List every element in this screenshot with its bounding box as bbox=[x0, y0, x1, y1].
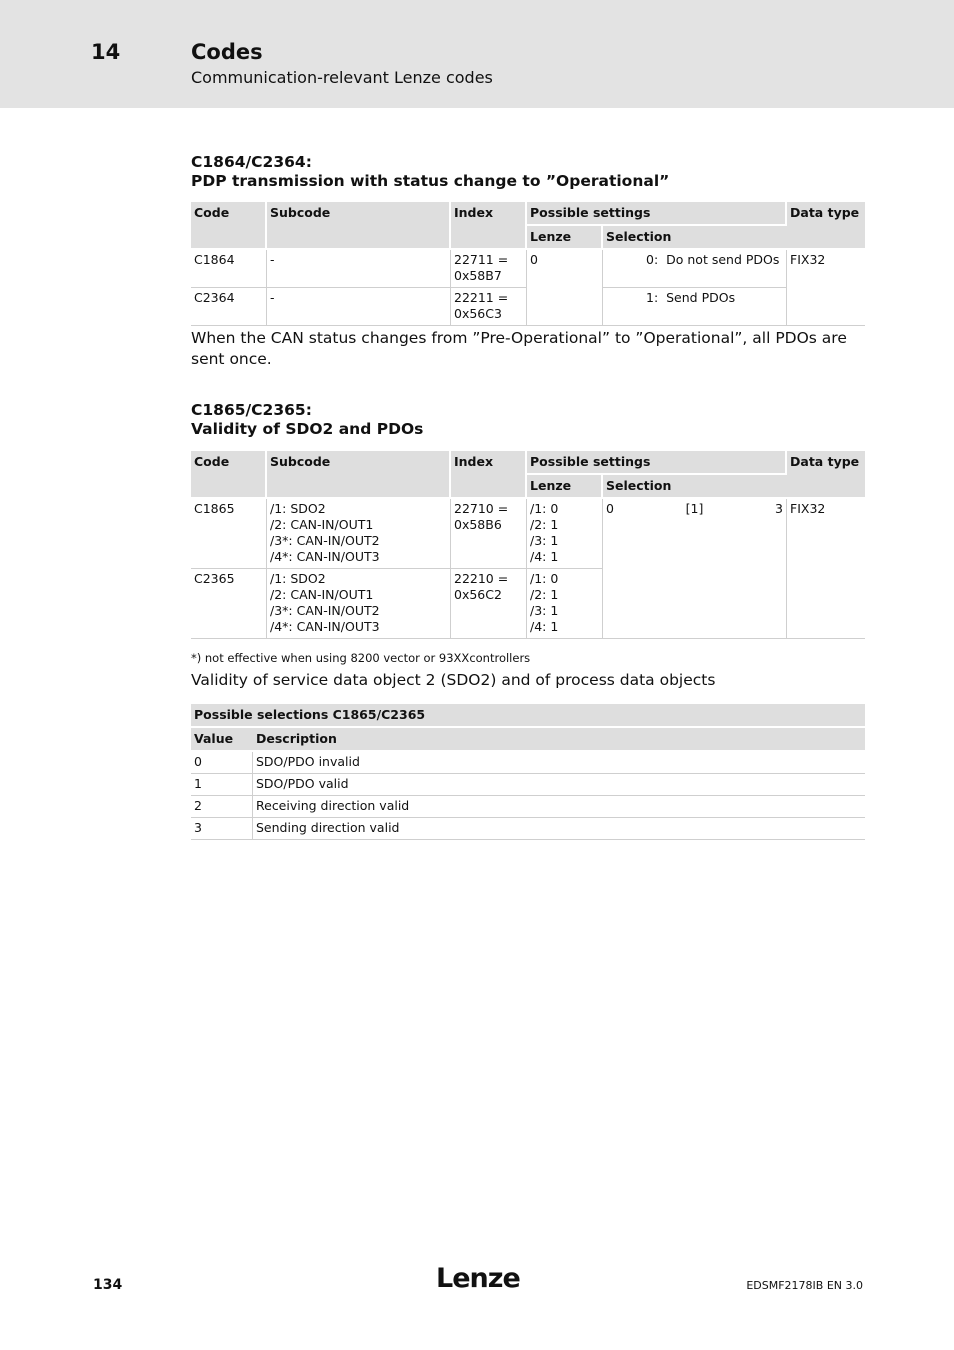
footnote: *) not effective when using 8200 vector or 93XXcontrollers bbox=[191, 651, 531, 665]
subcode-item: /3*: CAN-IN/OUT2 bbox=[270, 533, 380, 548]
section2-title bbox=[191, 401, 423, 439]
table-row bbox=[191, 818, 865, 840]
subcode-item: /4*: CAN-IN/OUT3 bbox=[270, 549, 380, 564]
section1-title-line1: C1864/C2364: bbox=[191, 153, 312, 171]
cell-index bbox=[451, 250, 527, 288]
col-possible-settings: Possible settings bbox=[527, 202, 787, 226]
cell-subcode bbox=[267, 499, 451, 569]
subcode-item: /1: SDO2 bbox=[270, 501, 326, 516]
document-id: EDSMF2178IB EN 3.0 bbox=[746, 1279, 863, 1292]
section1-title-line2: PDP transmission with status change to ”Operational” bbox=[191, 172, 670, 190]
cell-description: SDO/PDO invalid bbox=[253, 752, 865, 774]
selection-text: Do not send PDOs bbox=[666, 252, 780, 267]
chapter-subtitle: Communication-relevant Lenze codes bbox=[191, 68, 493, 87]
col-index: Index bbox=[451, 451, 527, 499]
cell-index bbox=[451, 569, 527, 639]
cell-value: 2 bbox=[191, 796, 253, 818]
table-c1865 bbox=[191, 451, 865, 639]
selection-max: 3 bbox=[775, 501, 783, 516]
selection-text: Send PDOs bbox=[666, 290, 736, 305]
cell-code: C1865 bbox=[191, 499, 267, 569]
col-code: Code bbox=[191, 451, 267, 499]
cell-code: C2364 bbox=[191, 288, 267, 326]
cell-value: 0 bbox=[191, 752, 253, 774]
section2-title-line2: Validity of SDO2 and PDOs bbox=[191, 420, 424, 438]
cell-description: Sending direction valid bbox=[253, 818, 865, 840]
table-row bbox=[191, 499, 865, 569]
page-header bbox=[0, 0, 954, 108]
lenze-item: /4: 1 bbox=[530, 619, 559, 634]
index-hex: 0x56C3 bbox=[454, 306, 502, 321]
index-dec: 22710 = bbox=[454, 501, 509, 516]
col-lenze: Lenze bbox=[527, 226, 603, 250]
index-dec: 22210 = bbox=[454, 571, 509, 586]
col-selection: Selection bbox=[603, 475, 787, 499]
cell-description: Receiving direction valid bbox=[253, 796, 865, 818]
table-row bbox=[191, 752, 865, 774]
subcode-item: /3*: CAN-IN/OUT2 bbox=[270, 603, 380, 618]
col-possible-settings: Possible settings bbox=[527, 451, 787, 475]
index-dec: 22211 = bbox=[454, 290, 509, 305]
lenze-item: /4: 1 bbox=[530, 549, 559, 564]
index-hex: 0x56C2 bbox=[454, 587, 502, 602]
selections-title: Possible selections C1865/C2365 bbox=[191, 704, 865, 728]
col-code: Code bbox=[191, 202, 267, 250]
cell-index bbox=[451, 499, 527, 569]
lenze-item: /1: 0 bbox=[530, 501, 559, 516]
cell-lenze bbox=[527, 569, 603, 639]
subcode-item: /1: SDO2 bbox=[270, 571, 326, 586]
lenze-item: /2: 1 bbox=[530, 587, 559, 602]
col-lenze: Lenze bbox=[527, 475, 603, 499]
cell-data-type: FIX32 bbox=[787, 250, 865, 326]
cell-lenze bbox=[527, 499, 603, 569]
section2-title-line1: C1865/C2365: bbox=[191, 401, 312, 419]
index-dec: 22711 = bbox=[454, 252, 509, 267]
cell-subcode bbox=[267, 569, 451, 639]
cell-subcode: - bbox=[267, 288, 451, 326]
subcode-item: /2: CAN-IN/OUT1 bbox=[270, 587, 374, 602]
page-number: 134 bbox=[93, 1277, 123, 1293]
cell-selection bbox=[603, 499, 787, 639]
table-row bbox=[191, 796, 865, 818]
index-hex: 0x58B7 bbox=[454, 268, 502, 283]
lenze-item: /3: 1 bbox=[530, 533, 559, 548]
lenze-logo: Lenze bbox=[436, 1263, 520, 1294]
cell-code: C1864 bbox=[191, 250, 267, 288]
selection-value: 1: bbox=[646, 290, 659, 305]
col-data-type: Data type bbox=[787, 451, 865, 499]
index-hex: 0x58B6 bbox=[454, 517, 502, 532]
selection-min: 0 bbox=[606, 501, 614, 516]
col-value: Value bbox=[191, 728, 253, 752]
col-subcode: Subcode bbox=[267, 202, 451, 250]
selection-step: [1] bbox=[685, 501, 704, 516]
section1-title bbox=[191, 153, 669, 191]
subcode-item: /4*: CAN-IN/OUT3 bbox=[270, 619, 380, 634]
section1-description: When the CAN status changes from ”Pre-Operational” to ”Operational”, all PDOs are sent once. bbox=[191, 329, 847, 368]
table-c1864 bbox=[191, 202, 865, 326]
cell-code: C2365 bbox=[191, 569, 267, 639]
col-description: Description bbox=[253, 728, 865, 752]
chapter-number: 14 bbox=[91, 40, 121, 64]
col-selection: Selection bbox=[603, 226, 787, 250]
section2-description: Validity of service data object 2 (SDO2) and of process data objects bbox=[191, 671, 716, 689]
selection-value: 0: bbox=[646, 252, 659, 267]
cell-description: SDO/PDO valid bbox=[253, 774, 865, 796]
lenze-item: /1: 0 bbox=[530, 571, 559, 586]
cell-index bbox=[451, 288, 527, 326]
cell-selection bbox=[603, 250, 787, 288]
lenze-item: /3: 1 bbox=[530, 603, 559, 618]
table-possible-selections bbox=[191, 704, 865, 840]
col-data-type: Data type bbox=[787, 202, 865, 250]
cell-selection bbox=[603, 288, 787, 326]
cell-subcode: - bbox=[267, 250, 451, 288]
cell-data-type: FIX32 bbox=[787, 499, 865, 639]
table-row bbox=[191, 250, 865, 288]
col-index: Index bbox=[451, 202, 527, 250]
col-subcode: Subcode bbox=[267, 451, 451, 499]
table-row bbox=[191, 774, 865, 796]
chapter-title: Codes bbox=[191, 40, 263, 64]
cell-value: 3 bbox=[191, 818, 253, 840]
cell-value: 1 bbox=[191, 774, 253, 796]
subcode-item: /2: CAN-IN/OUT1 bbox=[270, 517, 374, 532]
cell-lenze: 0 bbox=[527, 250, 603, 326]
lenze-item: /2: 1 bbox=[530, 517, 559, 532]
